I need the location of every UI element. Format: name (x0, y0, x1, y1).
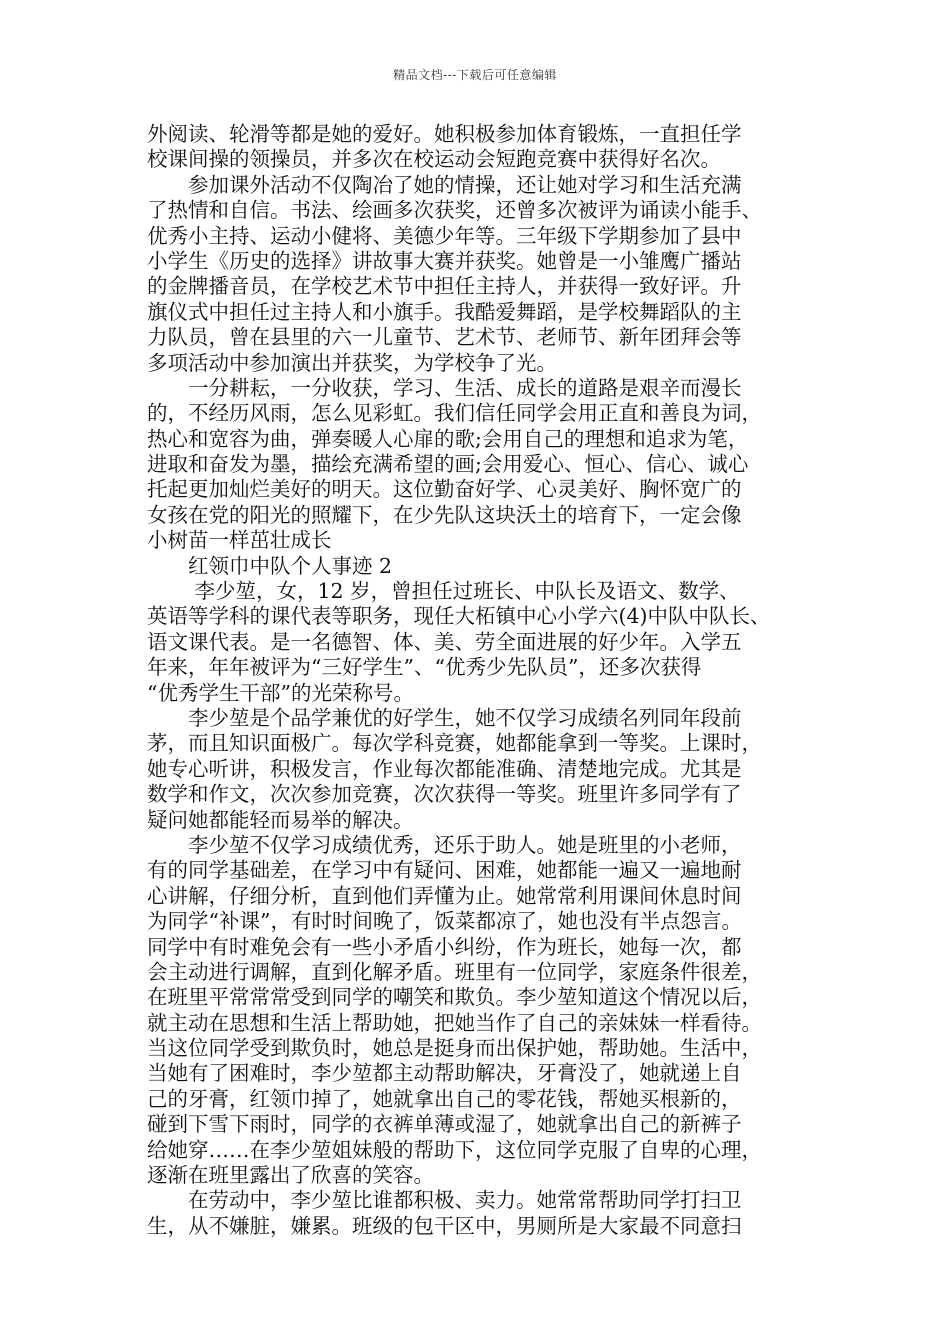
text-line: 外阅读、轮滑等都是她的爱好。她积极参加体育锻炼，一直担任学 (147, 122, 742, 146)
text-line: 逐渐在班里露出了欣喜的笑容。 (147, 1163, 434, 1188)
text-line: “优秀学生干部”的光荣称号。 (147, 680, 414, 705)
text-line: 小学生《历史的选择》讲故事大赛并获奖。她曾是一小雏鹰广播站 (147, 248, 742, 273)
text-line: 当她有了困难时，李少堃都主动帮助解决，牙膏没了，她就递上自 (147, 1061, 742, 1086)
text-line: 数学和作文，次次参加竞赛，次次获得一等奖。班里许多同学有了 (147, 782, 742, 807)
text-line: 托起更加灿烂美好的明天。这位勤奋好学、心灵美好、胸怀宽广的 (147, 477, 742, 502)
text-line: 多项活动中参加演出并获奖，为学校争了光。 (147, 350, 557, 375)
text-line: 英语等学科的课代表等职务，现任大柘镇中心小学六(4)中队中队长、 (147, 604, 771, 629)
text-line: 在班里平常常常受到同学的嘲笑和欺负。李少堃知道这个情况以后， (147, 985, 762, 1010)
text-line: 的金牌播音员，在学校艺术节中担任主持人，并获得一致好评。升 (147, 274, 742, 299)
text-line: 为同学“补课”，有时时间晚了，饭菜都凉了，她也没有半点怨言。 (147, 909, 742, 934)
page-header: 精品文档---下载后可任意编辑 (393, 68, 557, 82)
text-line: 女孩在党的阳光的照耀下，在少先队这块沃土的培育下，一定会像 (147, 502, 742, 527)
text-line: 当这位同学受到欺负时，她总是挺身而出保护她，帮助她。生活中， (147, 1036, 762, 1061)
text-line: 参加课外活动不仅陶冶了她的情操，还让她对学习和生活充满 (147, 172, 742, 197)
text-line: 茅，而且知识面极广。每次学科竞赛，她都能拿到一等奖。上课时， (147, 731, 762, 756)
text-line: 疑问她都能轻而易举的解决。 (147, 807, 414, 832)
text-line: 在劳动中，李少堃比谁都积极、卖力。她常常帮助同学打扫卫 (147, 1188, 742, 1213)
text-line: 力队员，曾在县里的六一儿童节、艺术节、老师节、新年团拜会等 (147, 325, 742, 350)
document-body (147, 122, 812, 1239)
text-line: 语文课代表。是一名德智、体、美、劳全面进展的好少年。入学五 (147, 629, 742, 654)
text-line: 她专心听讲，积极发言，作业每次都能准确、清楚地完成。尤其是 (147, 756, 742, 781)
text-line: 有的同学基础差，在学习中有疑问、困难，她都能一遍又一遍地耐 (147, 858, 742, 883)
text-line: 同学中有时难免会有一些小矛盾小纠纷，作为班长，她每一次，都 (147, 934, 742, 959)
text-line: 生，从不嫌脏，嫌累。班级的包干区中，男厕所是大家最不同意扫 (147, 1213, 742, 1238)
text-line: 一分耕耘，一分收获，学习、生活、成长的道路是艰辛而漫长 (147, 375, 742, 400)
text-line: 旗仪式中担任过主持人和小旗手。我酷爱舞蹈，是学校舞蹈队的主 (147, 299, 742, 324)
text-line: 红领巾中队个人事迹 2 (147, 553, 393, 578)
text-line: 就主动在思想和生活上帮助她，把她当作了自己的亲妹妹一样看待。 (147, 1010, 762, 1035)
text-line: 李少堃，女，12 岁，曾担任过班长、中队长及语文、数学、 (147, 579, 740, 604)
text-line: 了热情和自信。书法、绘画多次获奖，还曾多次被评为诵读小能手、 (147, 198, 762, 223)
text-line: 李少堃是个品学兼优的好学生，她不仅学习成绩名列同年段前 (147, 705, 742, 730)
text-line: 给她穿……在李少堃姐妹般的帮助下，这位同学克服了自卑的心理， (147, 1137, 762, 1162)
text-line: 年来，年年被评为“三好学生”、“优秀少先队员”，还多次获得 (147, 655, 702, 680)
text-line: 李少堃不仅学习成绩优秀，还乐于助人。她是班里的小老师， (147, 832, 742, 857)
text-line: 会主动进行调解，直到化解矛盾。班里有一位同学，家庭条件很差， (147, 959, 762, 984)
text-line: 进取和奋发为墨，描绘充满希望的画;会用爱心、恒心、信心、诚心 (147, 452, 749, 477)
text-line: 的，不经历风雨，怎么见彩虹。我们信任同学会用正直和善良为词， (147, 401, 762, 426)
text-line: 热心和宽容为曲，弹奏暖人心扉的歌;会用自己的理想和追求为笔， (147, 426, 749, 451)
text-line: 校课间操的领操员，并多次在校运动会短跑竞赛中获得好名次。 (147, 147, 721, 172)
text-line: 碰到下雪下雨时，同学的衣裤单薄或湿了，她就拿出自己的新裤子 (147, 1112, 742, 1137)
text-line: 己的牙膏，红领巾掉了，她就拿出自己的零花钱，帮她买根新的， (147, 1086, 742, 1111)
text-line: 心讲解，仔细分析，直到他们弄懂为止。她常常利用课间休息时间 (147, 883, 742, 908)
text-line: 小树苗一样茁壮成长 (147, 528, 332, 553)
text-line: 优秀小主持、运动小健将、美德少年等。三年级下学期参加了县中 (147, 223, 742, 248)
